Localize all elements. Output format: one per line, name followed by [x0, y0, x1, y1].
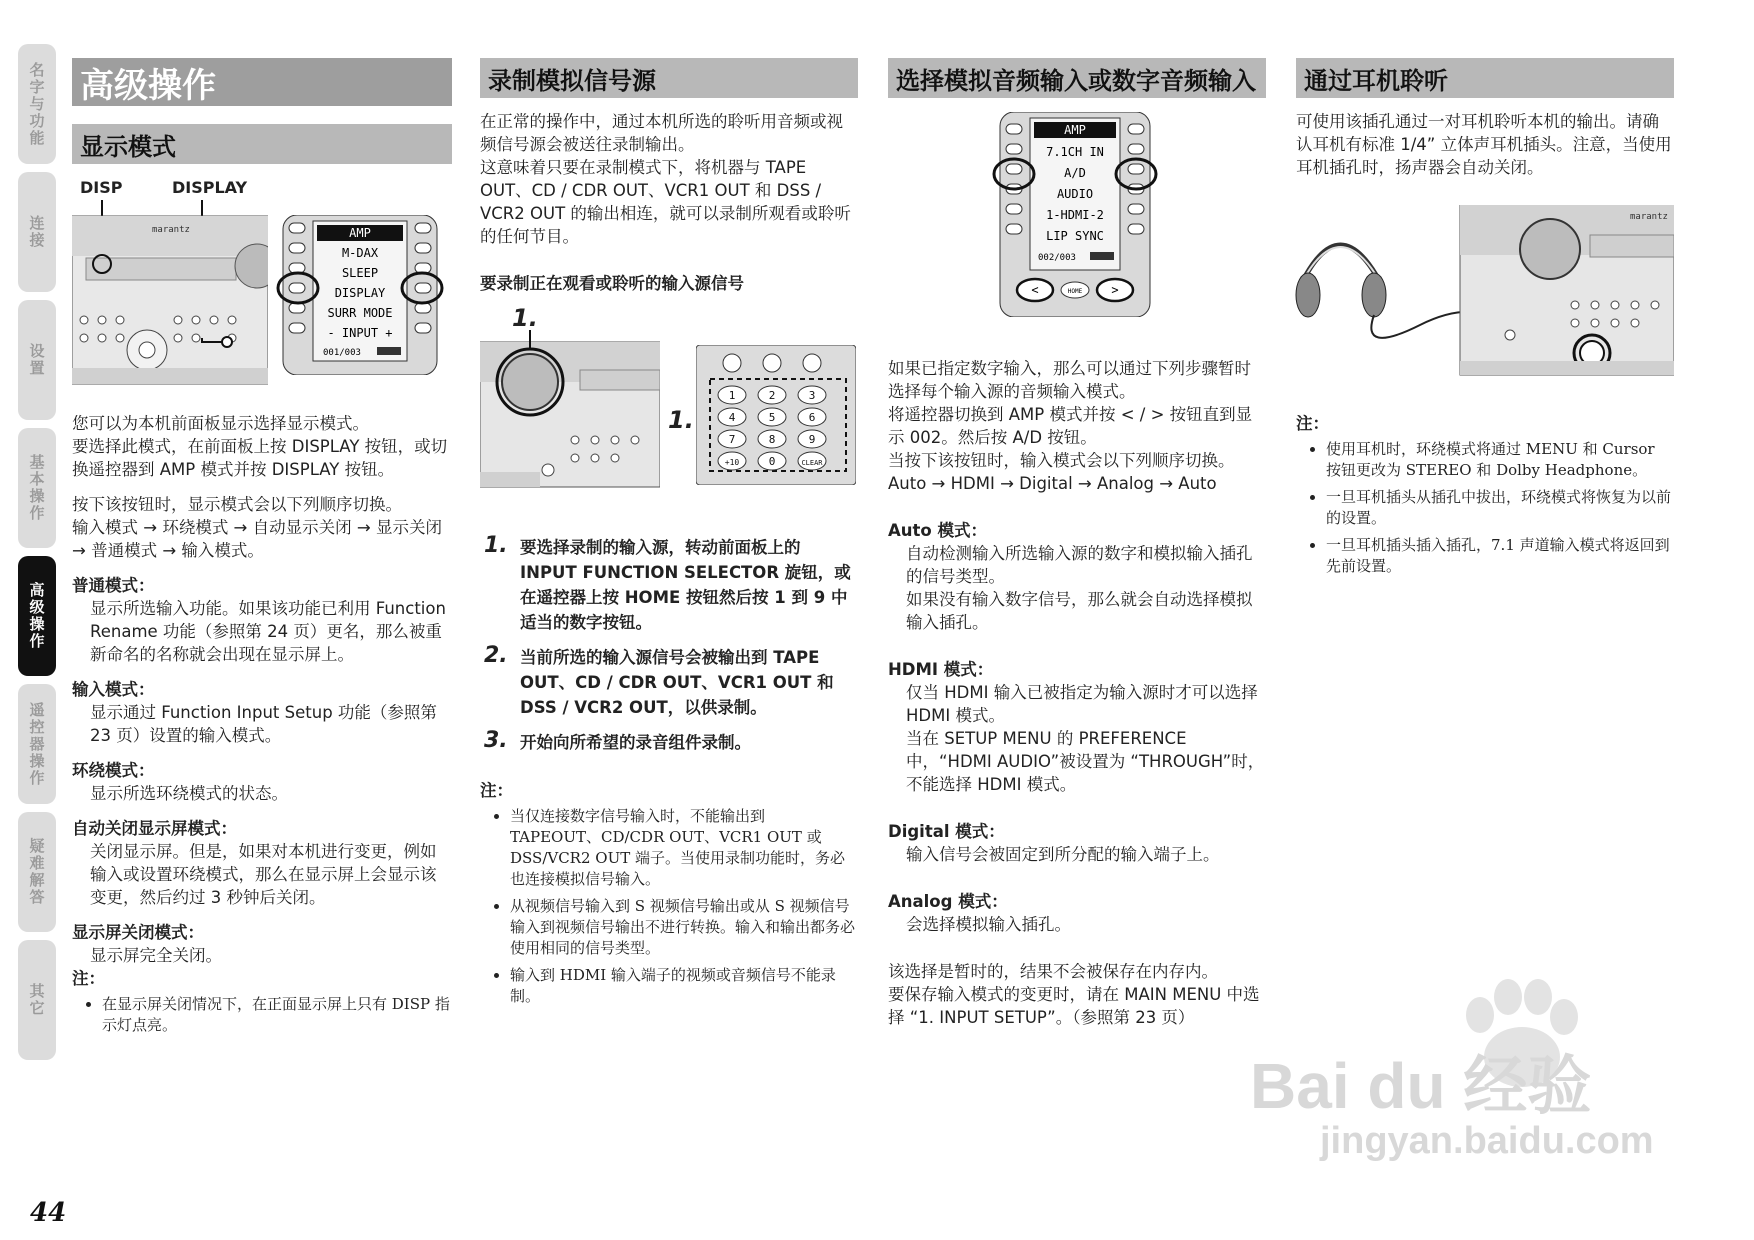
- side-tab-other[interactable]: [18, 940, 56, 1060]
- keypad-key: 1: [728, 389, 736, 402]
- paragraph: 当按下该按钮时，输入模式会以下列顺序切换。: [888, 451, 1235, 470]
- page-number: 44: [30, 1198, 67, 1228]
- note-list: [1296, 439, 1674, 577]
- step-number: 2.: [484, 643, 508, 668]
- side-tab-label: 遥控器操作: [27, 701, 46, 787]
- fig-label-disp: DISP: [80, 178, 123, 197]
- side-tab-label: 其它: [27, 983, 46, 1017]
- side-tab-label: 高级操作: [27, 582, 46, 650]
- paragraph: 按下该按钮时，显示模式会以下列顺序切换。: [72, 495, 402, 514]
- remote-keypad-illustration: [696, 345, 856, 485]
- keypad-key: 8: [768, 433, 776, 446]
- page-title: 高级操作: [72, 58, 452, 106]
- col4-notes: [1296, 412, 1674, 583]
- brand-logo: marantz: [1630, 212, 1668, 222]
- remote-line: M-DAX: [341, 246, 379, 260]
- col3-body: [888, 357, 1266, 1029]
- step-number: 1.: [484, 533, 508, 558]
- note-item: • 一旦耳机插头从插孔中拔出，环绕模式将恢复为以前的设置。: [1326, 487, 1674, 529]
- step-number: 3.: [484, 728, 508, 753]
- note-heading: 注：: [1296, 414, 1329, 433]
- note-item: • 当仅连接数字信号输入时，不能输出到 TAPEOUT、CD/CDR OUT、VCR1 OUT 或 DSS/VCR2 OUT 端子。当使用录制功能时，务必也连接模拟信号输入。: [510, 806, 858, 890]
- subheading: 普通模式：: [72, 576, 155, 595]
- paragraph: 自动检测输入所选输入源的数字和模拟输入插孔的信号类型。: [906, 544, 1253, 586]
- step-text: 开始向所希望的录音组件录制。: [520, 733, 751, 752]
- paragraph: 显示通过 Function Input Setup 功能（参照第 23 页）设置的输入模式。: [90, 703, 437, 745]
- paragraph: 显示屏完全关闭。: [90, 946, 222, 965]
- remote-line: AUDIO: [1056, 187, 1094, 201]
- note-item: • 在显示屏关闭情况下，在正面显示屏上只有 DISP 指示灯点亮。: [102, 994, 452, 1036]
- remote-line-amp: AMP: [349, 226, 371, 240]
- side-tab-basic[interactable]: [18, 428, 56, 548]
- col1-body: [72, 412, 452, 1042]
- remote-ad-illustration: [990, 112, 1160, 317]
- keypad-key: 9: [808, 433, 816, 446]
- figure-step-label-keypad: 1.: [668, 406, 694, 434]
- watermark-url: jingyan.baidu.com: [1320, 1120, 1654, 1162]
- paragraph: 输入信号会被固定到所分配的输入端子上。: [906, 845, 1220, 864]
- subheading: Auto 模式：: [888, 521, 987, 540]
- keypad-key: 4: [728, 411, 736, 424]
- note-item: • 使用耳机时，环绕模式将通过 MENU 和 Cursor 按钮更改为 STEREO 和 Dolby Headphone。: [1326, 439, 1674, 481]
- paragraph: 当在 SETUP MENU 的 PREFERENCE 中，“HDMI AUDIO”被设置为 “THROUGH”时，不能选择 HDMI 模式。: [906, 729, 1265, 794]
- paragraph: 关闭显示屏。但是，如果对本机进行变更，例如输入或设置环绕模式，那么在显示屏上会显示该变更，然后约过 3 秒钟后关闭。: [90, 842, 437, 907]
- remote-line: - INPUT +: [327, 326, 393, 340]
- side-tab-label: 名字与功能: [27, 61, 46, 147]
- section-title-display-mode: 显示模式: [72, 124, 452, 164]
- note-list: [480, 806, 858, 1007]
- note-list: [72, 994, 452, 1036]
- subheading: 自动关闭显示屏模式：: [72, 819, 237, 838]
- step-list: [480, 535, 858, 755]
- remote-line: 7.1CH IN: [1046, 145, 1104, 159]
- section-title-headphones: 通过耳机聆听: [1296, 58, 1674, 98]
- paragraph: 如果没有输入数字信号，那么就会自动选择模拟输入插孔。: [906, 590, 1253, 632]
- keypad-key: 6: [808, 411, 816, 424]
- remote-line: SLEEP: [341, 266, 379, 280]
- paragraph: 输入模式 → 环绕模式 → 自动显示关闭 → 显示关闭 → 普通模式 → 输入模式。: [72, 518, 442, 560]
- note-item: • 从视频信号输入到 S 视频信号输出或从 S 视频信号输入到视频信号输出不进行转换。输入和输出都务必使用相同的信号类型。: [510, 896, 858, 959]
- remote-btn-left: <: [1031, 283, 1039, 297]
- paragraph: 要选择此模式，在前面板上按 DISPLAY 按钮，或切换遥控器到 AMP 模式并按 DISPLAY 按钮。: [72, 437, 448, 479]
- remote-line: A/D: [1064, 166, 1086, 180]
- remote-line: LIP SYNC: [1046, 229, 1104, 243]
- subheading: 显示屏关闭模式：: [72, 923, 204, 942]
- side-tab-advanced[interactable]: [18, 556, 56, 676]
- input-selector-illustration: [480, 330, 660, 490]
- remote-line: DISPLAY: [334, 286, 386, 300]
- note-item: • 输入到 HDMI 输入端子的视频或音频信号不能录制。: [510, 965, 858, 1007]
- remote-page-indicator: 001/003: [323, 348, 361, 358]
- subheading: HDMI 模式：: [888, 660, 994, 679]
- step-item: [480, 535, 858, 635]
- col2-intro: [480, 110, 858, 295]
- paragraph: 显示所选输入功能。如果该功能已利用 Function Rename 功能（参照第 24 页）更名，那么被重新命名的名称就会出现在显示屏上。: [90, 599, 446, 664]
- step-item: [480, 730, 858, 755]
- keypad-key: 2: [768, 389, 776, 402]
- front-panel-illustration: [72, 200, 268, 385]
- step-item: [480, 645, 858, 720]
- side-tab-label: 连接: [27, 215, 46, 249]
- section-title-audio-input: 选择模拟音频输入或数字音频输入: [888, 58, 1266, 98]
- paragraph: 这意味着只要在录制模式下，将机器与 TAPE OUT、CD / CDR OUT、VCR1 OUT 和 DSS / VCR2 OUT 的输出相连，就可以录制所观看或聆听的任何节目。: [480, 158, 851, 246]
- figure-step-label: 1.: [512, 304, 538, 332]
- watermark-logo: Bai du 经验: [1250, 1050, 1592, 1122]
- note-item: • 一旦耳机插头插入插孔，7.1 声道输入模式将返回到先前设置。: [1326, 535, 1674, 577]
- remote-btn-right: >: [1111, 283, 1119, 297]
- side-tab-label: 设置: [27, 343, 46, 377]
- note-heading: 注：: [72, 969, 105, 988]
- paragraph: 将遥控器切换到 AMP 模式并按 < / > 按钮直到显示 002。然后按 A/D 按钮。: [888, 405, 1253, 447]
- headphone-illustration: [1290, 205, 1674, 385]
- remote-line-amp: AMP: [1064, 123, 1086, 137]
- paragraph: 可使用该插孔通过一对耳机聆听本机的输出。请确认耳机有标准 1/4” 立体声耳机插头。注意，当使用耳机插孔时，扬声器会自动关闭。: [1296, 112, 1672, 177]
- paragraph: 要保存输入模式的变更时，请在 MAIN MENU 中选择 “1. INPUT SETUP”。（参照第 23 页）: [888, 985, 1260, 1027]
- side-tab-setup[interactable]: [18, 300, 56, 420]
- step-text: 当前所选的输入源信号会被输出到 TAPE OUT、CD / CDR OUT、VCR1 OUT 和 DSS / VCR2 OUT，以供录制。: [520, 648, 834, 717]
- side-tab-trouble[interactable]: [18, 812, 56, 932]
- remote-display-mode-illustration: [275, 215, 445, 375]
- side-tab-label: 基本操作: [27, 454, 46, 522]
- keypad-key: 0: [768, 455, 776, 468]
- keypad-key: 3: [808, 389, 816, 402]
- paragraph: 会选择模拟输入插孔。: [906, 915, 1071, 934]
- col2-steps: [480, 535, 858, 1013]
- remote-line: SURR MODE: [327, 306, 393, 320]
- paragraph: 该选择是暂时的，结果不会被保存在内存内。: [888, 962, 1218, 981]
- remote-page-indicator: 002/003: [1038, 253, 1076, 263]
- paragraph: 仅当 HDMI 输入已被指定为输入源时才可以选择 HDMI 模式。: [906, 683, 1258, 725]
- fig-label-display: DISPLAY: [172, 178, 248, 197]
- subheading: Analog 模式：: [888, 892, 1008, 911]
- section-title-record: 录制模拟信号源: [480, 58, 858, 98]
- remote-line: 1-HDMI-2: [1046, 208, 1104, 222]
- paragraph: 显示所选环绕模式的状态。: [90, 784, 288, 803]
- keypad-key: 5: [768, 411, 776, 424]
- keypad-key: CLEAR: [801, 459, 823, 467]
- note-heading: 注：: [480, 781, 513, 800]
- brand-logo: marantz: [152, 225, 190, 235]
- side-tab-connect[interactable]: [18, 172, 56, 292]
- side-tab-remote[interactable]: [18, 684, 56, 804]
- side-tab-label: 疑难解答: [27, 838, 46, 906]
- paragraph: 您可以为本机前面板显示选择显示模式。: [72, 414, 369, 433]
- subheading: Digital 模式：: [888, 822, 1005, 841]
- keypad-key: +10: [724, 458, 740, 467]
- subheading: 要录制正在观看或聆听的输入源信号: [480, 274, 744, 293]
- paragraph: 在正常的操作中，通过本机所选的聆听用音频或视频信号源会被送往录制输出。: [480, 112, 843, 154]
- side-tab-names[interactable]: [18, 44, 56, 164]
- step-text: 要选择录制的输入源，转动前面板上的 INPUT FUNCTION SELECTOR 旋钮，或在遥控器上按 HOME 按钮然后按 1 到 9 中适当的数字按钮。: [520, 538, 851, 632]
- keypad-key: 7: [728, 433, 736, 446]
- paragraph: 如果已指定数字输入，那么可以通过下列步骤暂时选择每个输入源的音频输入模式。: [888, 359, 1251, 401]
- paragraph: Auto → HDMI → Digital → Analog → Auto: [888, 474, 1217, 493]
- remote-btn-home: HOME: [1067, 288, 1083, 295]
- subheading: 输入模式：: [72, 680, 155, 699]
- subheading: 环绕模式：: [72, 761, 155, 780]
- col4-intro: [1296, 110, 1674, 179]
